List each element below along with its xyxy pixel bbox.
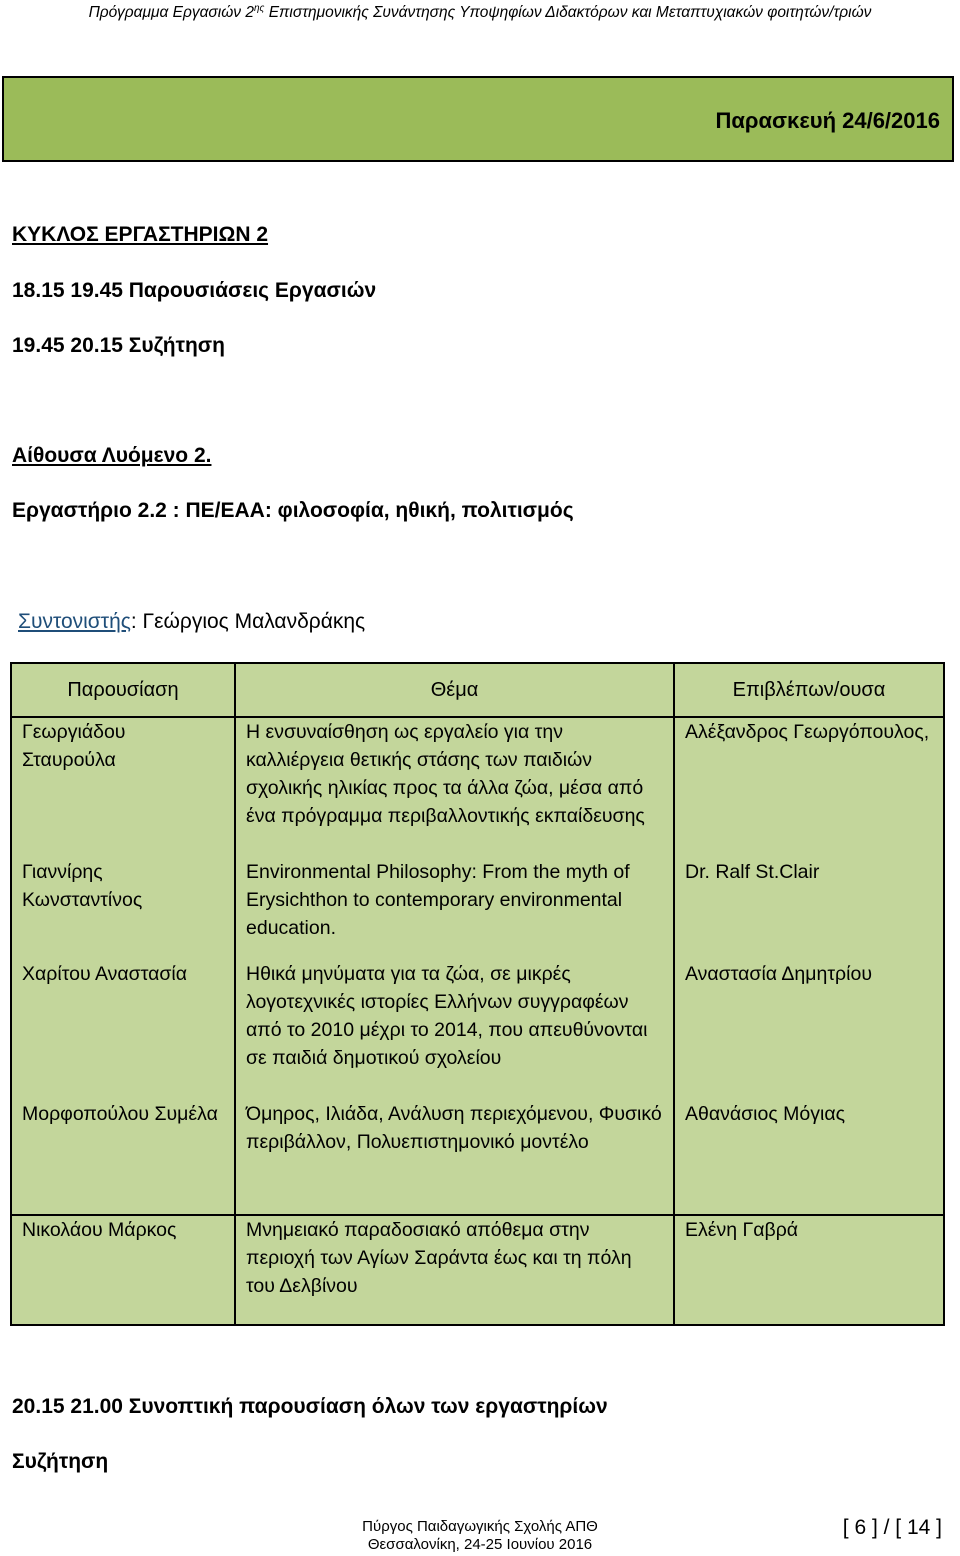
- topic-cell: Όμηρος, Ιλιάδα, Ανάλυση περιεχόμενου, Φυσικό περιβάλλον, Πολυεπιστημονικό μοντέλο: [246, 1103, 662, 1153]
- presenter-cell: Γιαννίρης Κωνσταντίνος: [22, 861, 143, 911]
- coordinator-line: [18, 610, 365, 634]
- coordinator-label: Συντονιστής: [18, 610, 131, 633]
- workshop-title: Εργαστήριο 2.2 : ΠΕ/ΕΑΑ: φιλοσοφία, ηθική, πολιτισμός: [12, 499, 574, 522]
- presenter-column: [11, 717, 235, 1215]
- table-row: [11, 1215, 944, 1325]
- footer-date: Θεσσαλονίκη, 24-25 Ιουνίου 2016: [367, 1536, 593, 1553]
- footer-venue: Πύργος Παιδαγωγικής Σχολής ΑΠΘ: [362, 1518, 598, 1535]
- coordinator-name: : Γεώργιος Μαλανδράκης: [130, 610, 366, 633]
- presenter-cell: Χαρίτου Αναστασία: [22, 963, 188, 985]
- page-number: [ 6 ] / [ 14 ]: [842, 1516, 942, 1539]
- supervisor-cell: Αλέξανδρος Γεωργόπουλος,: [685, 721, 930, 743]
- cycle-title: ΚΥΚΛΟΣ ΕΡΓΑΣΤΗΡΙΩΝ 2: [12, 223, 269, 246]
- discussion-line: Συζήτηση: [12, 1450, 109, 1473]
- topic-cell: Η ενσυναίσθηση ως εργαλείο για την καλλιέργεια θετικής στάσης των παιδιών σχολικής ηλικίας προς τα άλλα ζώα, μέσα από ένα πρόγραμμα περιβαλλοντικής εκπαίδευσης: [246, 721, 645, 827]
- presenter-cell: Γεωργιάδου Σταυρούλα: [22, 721, 126, 771]
- supervisor-column: [674, 717, 944, 1215]
- schedule-discussion: 19.45 20.15 Συζήτηση: [12, 334, 225, 357]
- table-row-group: [11, 717, 944, 1215]
- header-suffix: Επιστημονικής Συνάντησης Υποψηφίων Διδακτόρων και Μεταπτυχιακών φοιτητών/τριών: [264, 4, 872, 22]
- header-superscript: ης: [253, 3, 265, 14]
- topic-column: [235, 717, 674, 1215]
- header-prefix: Πρόγραμμα Εργασιών 2: [88, 4, 254, 22]
- supervisor-cell: Αθανάσιος Μόγιας: [685, 1103, 846, 1125]
- sessions-table: [10, 662, 945, 1326]
- topic-cell: Ηθικά μηνύματα για τα ζώα, σε μικρές λογοτεχνικές ιστορίες Ελλήνων συγγραφέων από το 2010 μέχρι το 2014, που απευθύνονται σε παιδιά δημοτικού σχολείου: [246, 963, 648, 1069]
- supervisor-cell: Αναστασία Δημητρίου: [685, 963, 872, 985]
- table-header-row: [11, 663, 944, 717]
- date-banner: [2, 76, 954, 162]
- header-topic: Θέμα: [235, 663, 674, 717]
- room-label: Αίθουσα Λυόμενο 2.: [12, 444, 212, 467]
- header-presentation: Παρουσίαση: [11, 663, 235, 717]
- topic-cell: Μνημειακό παραδοσιακό απόθεμα στην περιοχή των Αγίων Σαράντα έως και τη πόλη του Δελβίνου: [235, 1215, 674, 1325]
- supervisor-cell: Dr. Ralf St.Clair: [685, 861, 820, 883]
- header-supervisor: Επιβλέπων/ουσα: [674, 663, 944, 717]
- document-header: [0, 0, 960, 22]
- presenter-cell: Νικολάου Μάρκος: [11, 1215, 235, 1325]
- supervisor-cell: Ελένη Γαβρά: [674, 1215, 944, 1325]
- topic-cell: Environmental Philosophy: From the myth of Erysichthon to contemporary environmental education.: [246, 861, 630, 939]
- presenter-cell: Μορφοπούλου Συμέλα: [22, 1103, 218, 1125]
- date-label: Παρασκευή 24/6/2016: [715, 108, 940, 133]
- summary-line: 20.15 21.00 Συνοπτική παρουσίαση όλων των εργαστηρίων: [12, 1395, 608, 1418]
- schedule-presentations: 18.15 19.45 Παρουσιάσεις Εργασιών: [12, 279, 377, 302]
